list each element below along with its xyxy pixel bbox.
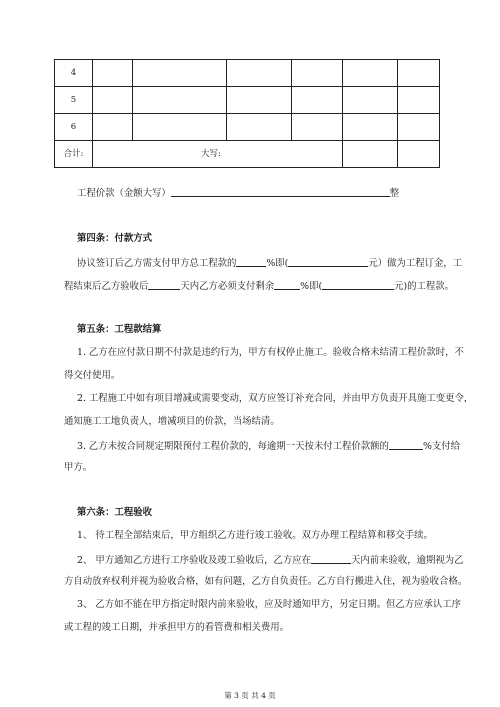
price-line: 工程价款（金额大写） 整 (77, 188, 400, 199)
blank (322, 280, 394, 290)
article-6-p3a: 3、 乙方如不能在甲方指定时限内前来验收，应及时通知甲方，另定日期。但乙方应承认工序 (77, 599, 461, 610)
article-6-p2a: 2、 甲方通知乙方进行工序验收及竣工验收后，乙方应在 天内前来验收，逾期视为乙 (77, 555, 464, 566)
total-label: 合计: (55, 141, 93, 168)
row-number: 4 (55, 60, 93, 87)
article-5-p2a: 2. 工程施工中如有项目增减或需要变动，双方应签订补充合同，并由甲方负责开具施工变更令， (77, 393, 474, 404)
blank (288, 257, 368, 267)
article-5-p1b: 得交付使用。 (64, 370, 121, 381)
row-number: 6 (55, 114, 93, 141)
blank (389, 440, 423, 450)
article-5-title: 第五条：工程款结算 (77, 324, 162, 335)
article-6-p3b: 或工程的竣工日期，并承担甲方的看管费和相关费用。 (64, 622, 290, 633)
uppercase-label: 大写: (93, 141, 343, 168)
article-6-title: 第六条：工程验收 (77, 507, 153, 518)
total-row (55, 141, 440, 168)
blank (171, 187, 390, 197)
article-4-line-1: 协议签订后乙方需支付甲方总工程款的 %即( 元）做为工程订金，工 (77, 258, 463, 269)
blank (274, 280, 300, 290)
price-table (54, 59, 440, 168)
row-number: 5 (55, 87, 93, 114)
blank (311, 554, 351, 564)
article-5-p3b: 甲方。 (64, 462, 93, 473)
table-row (55, 114, 440, 141)
table-row (55, 87, 440, 114)
blank (148, 280, 180, 290)
blank (236, 257, 266, 267)
article-5-p1a: 1. 乙方在应付款日期不付款是违约行为，甲方有权停止施工。验收合格未结清工程价款时，不 (77, 347, 464, 358)
article-5-p2b: 通知施工工地负责人，增减项目的价款，当场结清。 (64, 416, 280, 427)
article-6-p1: 1、 待工程全部结束后，甲方组织乙方进行竣工验收。双方办理工程结算和移交手续。 (77, 530, 433, 541)
article-6-p2b: 方自动放弃权利并视为验收合格，如有问题，乙方自负责任。乙方自行搬进入住，视为验收合格。 (64, 576, 468, 587)
page-footer: 第 3 页 共 4 页 (224, 691, 276, 700)
article-5-p3a: 3. 乙方未按合同规定期限预付工程价款的，每逾期一天按未付工程价款额的 %支付给 (77, 441, 460, 452)
article-4-line-2: 程结束后乙方验收后 天内乙方必须支付剩余 %即( 元)的工程款。 (64, 281, 455, 292)
table-row (55, 60, 440, 87)
article-4-title: 第四条：付款方式 (77, 233, 153, 244)
